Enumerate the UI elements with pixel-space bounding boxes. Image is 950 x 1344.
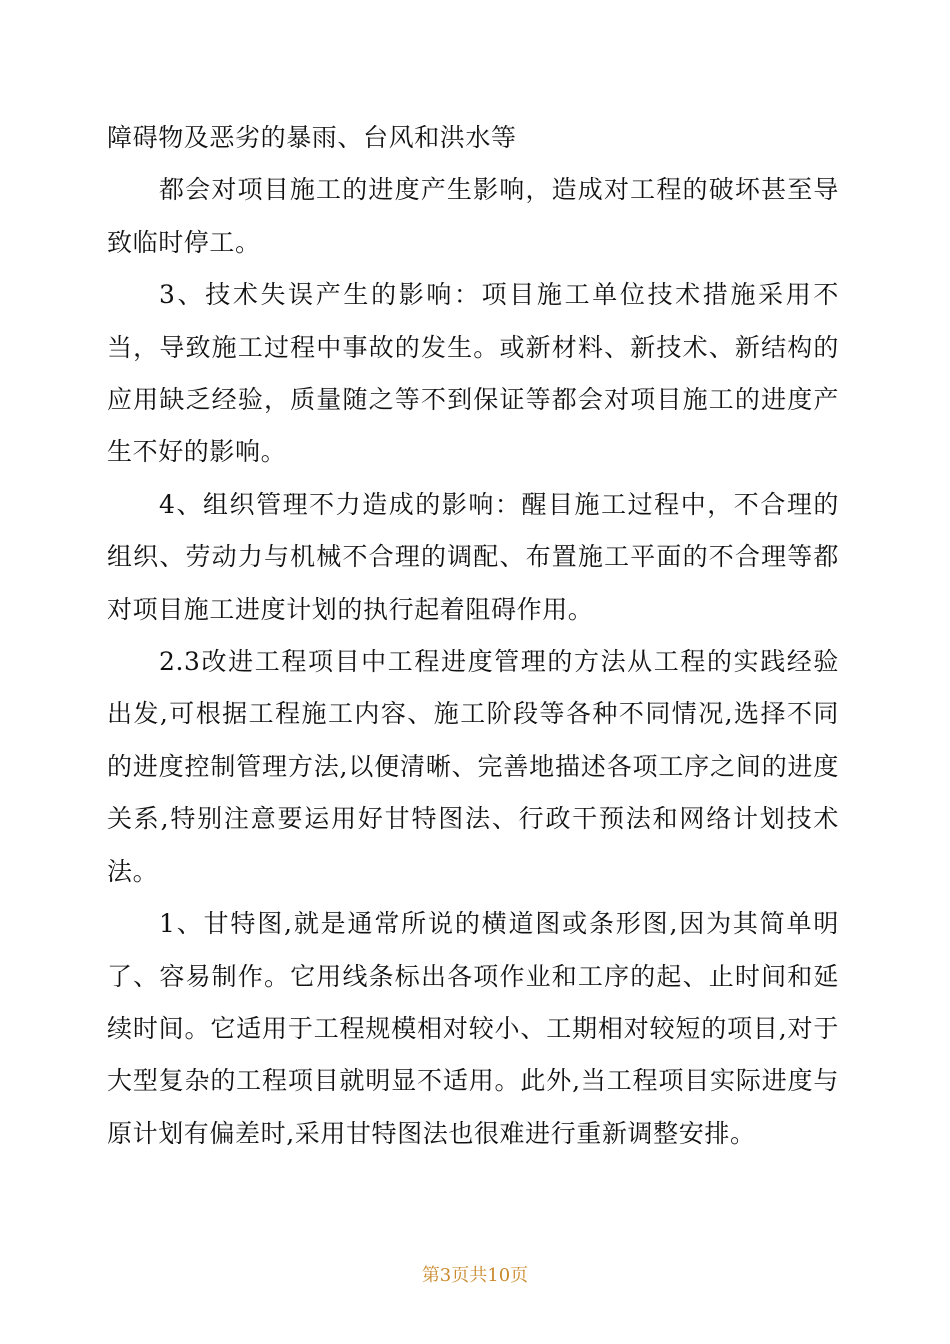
- paragraph-organization-management: 4、组织管理不力造成的影响：醒目施工过程中，不合理的组织、劳动力与机械不合理的调配、布置施工平面的不合理等都对项目施工进度计划的执行起着阻碍作用。: [107, 489, 839, 624]
- paragraph-technical-errors: 3、技术失误产生的影响：项目施工单位技术措施采用不当，导致施工过程中事故的发生。或新材料、新技术、新结构的应用缺乏经验，质量随之等不到保证等都会对项目施工的进度产生不好的影响。: [107, 280, 839, 467]
- page-number-footer: 第3页共10页: [421, 1265, 529, 1286]
- document-body: [107, 112, 839, 1160]
- paragraph-continuation: 障碍物及恶劣的暴雨、台风和洪水等: [107, 123, 517, 152]
- paragraph-impact-summary: 都会对项目施工的进度产生影响，造成对工程的破坏甚至导致临时停工。: [107, 175, 839, 257]
- paragraph-improvement-methods: 2.3改进工程项目中工程进度管理的方法从工程的实践经验出发,可根据工程施工内容、施工阶段等各种不同情况,选择不同的进度控制管理方法,以便清晰、完善地描述各项工序之间的进度关系,特别注意要运用好甘特图法、行政干预法和网络计划技术法。: [107, 647, 839, 886]
- paragraph-gantt-chart: 1、甘特图,就是通常所说的横道图或条形图,因为其简单明了、容易制作。它用线条标出各项作业和工序的起、止时间和延续时间。它适用于工程规模相对较小、工期相对较短的项目,对于大型复杂的工程项目就明显不适用。此外,当工程项目实际进度与原计划有偏差时,采用甘特图法也很难进行重新调整安排。: [107, 909, 839, 1148]
